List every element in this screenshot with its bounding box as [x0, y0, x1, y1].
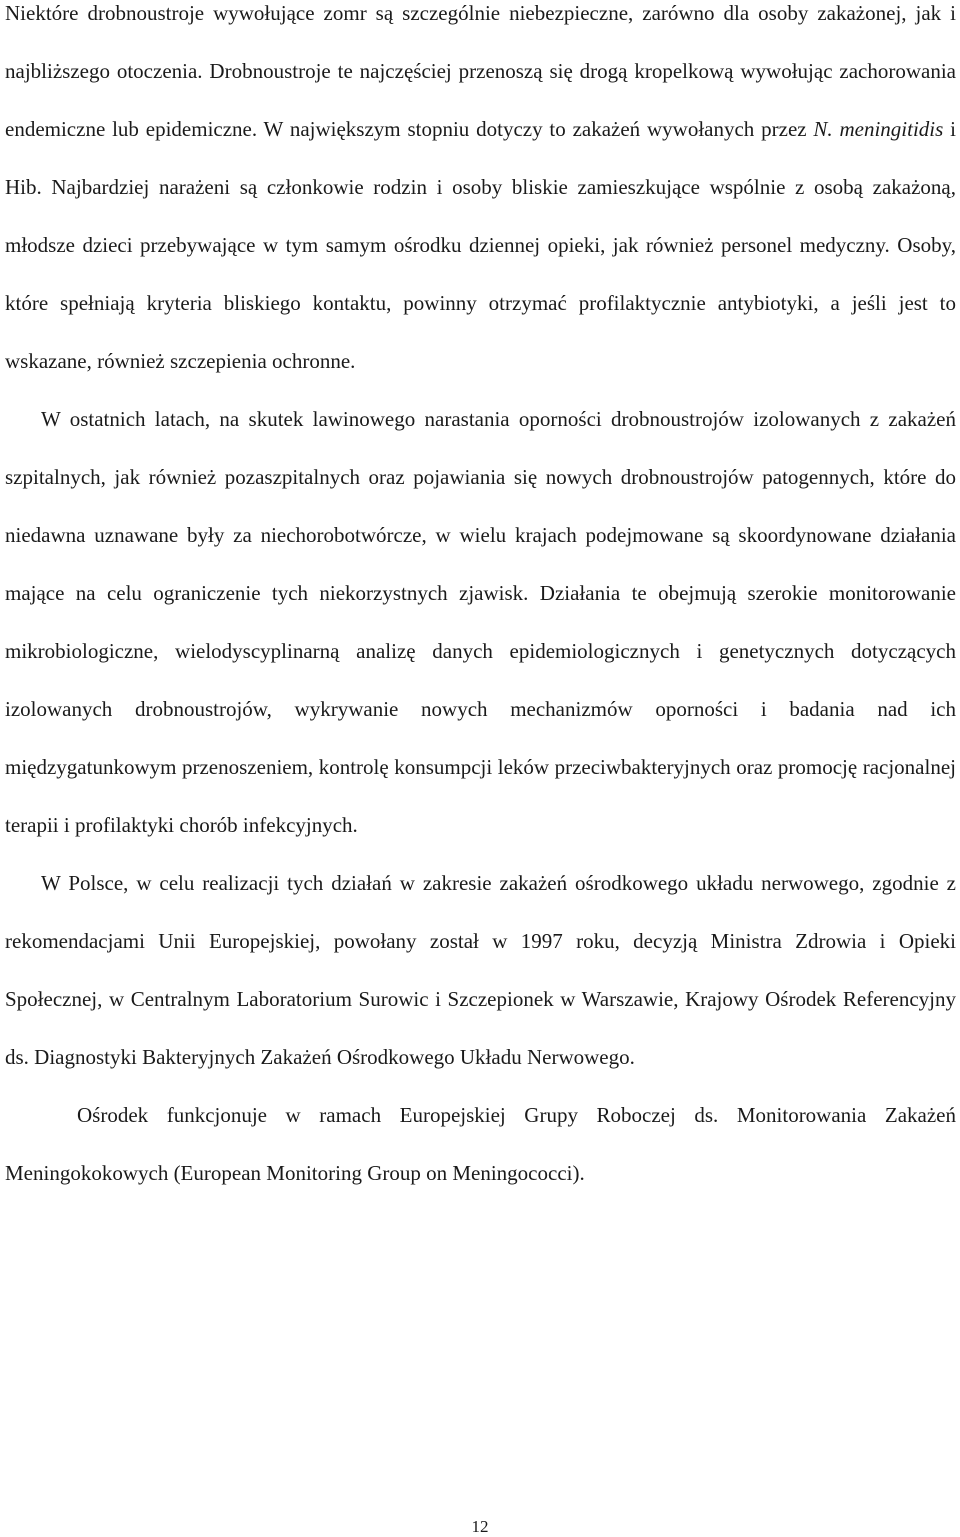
paragraph-4: Ośrodek funkcjonuje w ramach Europejskiej Grupy Roboczej ds. Monitorowania Zakażeń Meningokokowych (European Monitoring Group on Meningococci).	[5, 1103, 956, 1185]
paragraph-2: W ostatnich latach, na skutek lawinowego narastania oporności drobnoustrojów izolowanych z zakażeń szpitalnych, jak również pozaszpitalnych oraz pojawiania się nowych drobnoustrojów patogennych, które do niedawna uznawane były za niechorobotwórcze, w wielu krajach podejmowane są skoordynowane działania mające na celu ograniczenie tych niekorzystnych zjawisk. Działania te obejmują szerokie monitorowanie mikrobiologiczne, wielodyscyplinarną analizę danych epidemiologicznych i genetycznych dotyczących izolowanych drobnoustrojów, wykrywanie nowych mechanizmów oporności i badania nad ich międzygatunkowym przenoszeniem, kontrolę konsumpcji leków przeciwbakteryjnych oraz promocję racjonalnej terapii i profilaktyki chorób infekcyjnych.	[5, 407, 956, 837]
document-page	[5, 0, 956, 1202]
page-number: 12	[471, 1517, 489, 1536]
paragraph-1-text-a: Niektóre drobnoustroje wywołujące zomr są szczególnie niebezpieczne, zarówno dla osoby zakażonej, jak i najbliższego otoczenia. Drobnoustroje te najczęściej przenoszą się drogą kropelkową wywołując zachorowania endemiczne lub epidemiczne. W największym stopniu dotyczy to zakażeń wywołanych przez	[5, 1, 956, 141]
species-name-italic: N. meningitidis	[813, 117, 944, 141]
paragraph-3: W Polsce, w celu realizacji tych działań w zakresie zakażeń ośrodkowego układu nerwowego, zgodnie z rekomendacjami Unii Europejskiej, powołany został w 1997 roku, decyzją Ministra Zdrowia i Opieki Społecznej, w Centralnym Laboratorium Surowic i Szczepionek w Warszawie, Krajowy Ośrodek Referencyjny ds. Diagnostyki Bakteryjnych Zakażeń Ośrodkowego Układu Nerwowego.	[5, 871, 956, 1069]
paragraph-1-text-b: i Hib. Najbardziej narażeni są członkowie rodzin i osoby bliskie zamieszkujące wspólnie z osobą zakażoną, młodsze dzieci przebywające w tym samym ośrodku dziennej opieki, jak również personel medyczny. Osoby, które spełniają kryteria bliskiego kontaktu, powinny otrzymać profilaktycznie antybiotyki, a jeśli jest to wskazane, również szczepienia ochronne.	[5, 117, 956, 373]
paragraph-1	[5, 0, 956, 390]
